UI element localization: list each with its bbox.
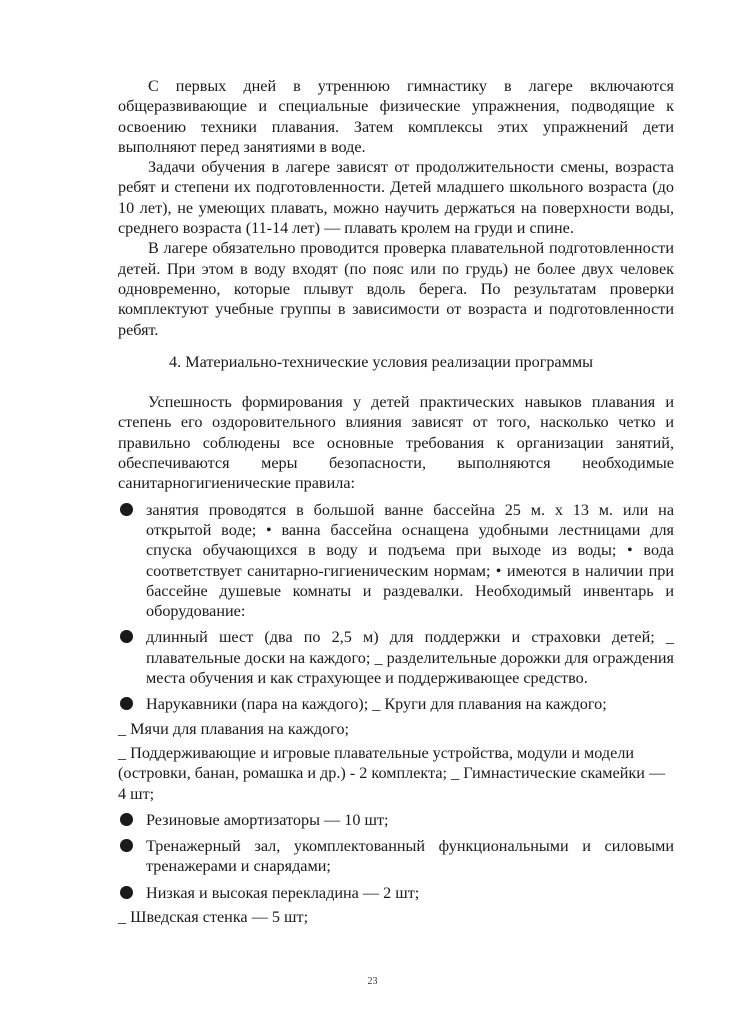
spacer xyxy=(118,372,674,392)
list-item-text: _ Шведская стенка — 5 шт; xyxy=(118,907,309,926)
list-item-text: _ Мячи для плавания на каждого; xyxy=(118,719,350,738)
paragraph-3: В лагере обязательно проводится проверка плавательной подготовленности детей. При этом в воду входят (по пояс или по грудь) не более двух человек одновременно, которые плывут вдоль берега. По результатам проверки комплектуют учебные группы в зависимости от возраста и подготовленности ребят. xyxy=(118,239,674,339)
list-item-text: Нарукавники (пара на каждого); _ Круги для плавания на каждого; xyxy=(146,695,607,714)
list-item-text: _ Поддерживающие и игровые плавательные устройства, модули и модели (островки, банан, ромашка и др.) - 2 комплекта; _ Гимнастические скамейки — 4 шт; xyxy=(118,743,666,803)
intro-paragraph: Успешность формирования у детей практических навыков плавания и степень его оздоровительного влияния зависят от того, насколько четко и правильно соблюдены все основные требования к организации занятий, обеспечиваются меры безопасности, выполняются необходимые санитарногигиенические правила: xyxy=(118,393,674,493)
list-item-bullet xyxy=(118,836,674,877)
list-item-text: Резиновые амортизаторы — 10 шт; xyxy=(146,810,389,829)
paragraph-2: Задачи обучения в лагере зависят от продолжительности смены, возраста ребят и степени их подготовленности. Детей младшего школьного возраста (до 10 лет), не умеющих плавать, можно научить держаться на поверхности воды, среднего возраста (11-14 лет) — плавать кролем на груди и спине. xyxy=(118,158,674,238)
list-item-text: занятия проводятся в большой ванне бассейна 25 м. х 13 м. или на открытой воде; • ванна бассейна оснащена удобными лестницами для спуска обучающихся в воду и подъема при выходе из воды; • вода соответствует санитарно-гигиеническим нормам; • имеются в наличии при бассейне душевые комнаты и раздевалки. Необходимый инвентарь и оборудование: xyxy=(146,500,674,621)
list-item-bullet xyxy=(118,500,674,622)
list-item-bullet xyxy=(118,694,674,714)
list-item-bullet xyxy=(118,810,674,830)
page-number: 23 xyxy=(367,976,378,987)
paragraph-1: С первых дней в утреннюю гимнастику в лагере включаются общеразвивающие и специальные физические упражнения, подводящие к освоению техники плавания. Затем комплексы этих упражнений дети выполняют перед занятиями в воде. xyxy=(118,77,674,156)
list-item-dash xyxy=(118,743,674,804)
page-content xyxy=(118,76,674,927)
list-item-text: Низкая и высокая перекладина — 2 шт; xyxy=(146,883,420,902)
list-item-bullet xyxy=(118,627,674,688)
list-item-text: длинный шест (два по 2,5 м) для поддержки и страховки детей; _ плавательные доски на каждого; _ разделительные дорожки для ограждения места обучения и как страхующее и поддерживающее средство. xyxy=(146,628,674,688)
list-item-dash xyxy=(118,907,674,927)
list-item-text: Тренажерный зал, укомплектованный функциональными и силовыми тренажерами и снарядами; xyxy=(146,837,674,876)
section-heading: 4. Материально-технические условия реализации программы xyxy=(169,352,593,371)
list-item-dash xyxy=(118,719,674,739)
list-item-bullet xyxy=(118,883,674,903)
